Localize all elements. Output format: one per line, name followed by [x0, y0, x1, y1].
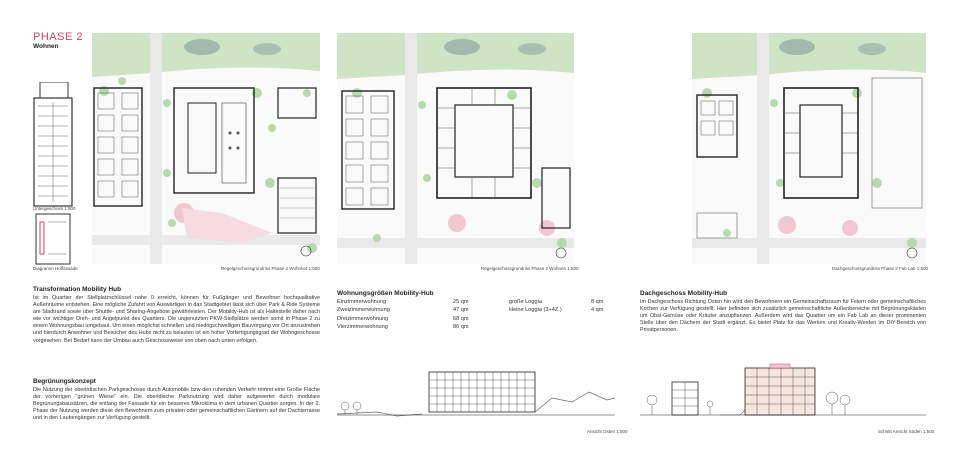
table-row: Dreizimmerwohnung 68 qm [337, 315, 469, 322]
floor-plan-wohnen [337, 33, 574, 264]
mobility-hub-text: Ist im Quartier der Stellplatzschlüssel nahe 0 erreicht, können für Fußgänger und Bewohner hochqualitative Außenräume entstehen. Eine mögliche Zufahrt von Auswärtigen in das Stadtgebiet lässt sich über Park & Ride Systeme am Stadtrand sowie über Shuttle- und Sharing-Angebote gewährleisten. Der Mobility-Hub ist als Haltestelle daher nach wie vor wichtiger Dreh- und Angelpunkt des Quartiers. Die ungenutzten PKW-Stellplätze werden somit in Phase 2 zu einem Wohnungsbau umgebaut. Um einen möglichst schnellen und niedrigschwelligen Bauvorgang vor Ort anzustreben und hierdurch Anwohner und Besucher des Hubs nicht zu belasten ist ein hoher Vorfertigungsgrad der Wohngeschosse vorgesehen. Bei Bedarf kann der Umbau auch Geschossweise von oben nach unten erfolgen. [33, 295, 320, 344]
hof-caption: Diagramm Hoffassade [33, 266, 78, 271]
plan3-caption: Dachgeschossgrundriss Phase 2 Fab Lab 1:500 [832, 266, 929, 271]
elev1-caption: Ansicht Osten 1:500 [587, 429, 628, 434]
floor-plan-wohnhof [92, 33, 320, 264]
roof-floor-title: Dachgeschoss Mobility-Hub [640, 290, 728, 297]
underground-diagram [30, 82, 76, 272]
phase-title: PHASE 2 [33, 31, 83, 43]
greening-title: Begrünungskonzept [33, 378, 96, 385]
plan2-caption: Regelgeschossgrundriss Phase 2 Wohnen 1:500 [481, 266, 579, 271]
table-row: Zweizimmerwohnung 47 qm kleine Loggia (3+4Z.) 4 qm [337, 307, 604, 314]
elev2-caption: Schnitt Ansicht Süden 1:500 [878, 429, 935, 434]
elevation-south [640, 360, 926, 435]
plan1-caption: Regelgeschossgrundriss Phase 2 Wohnhof 1:500 [221, 266, 320, 271]
apartment-sizes-table [337, 299, 615, 333]
apartment-sizes-title: Wohnungsgrößen Mobility-Hub [337, 290, 434, 297]
table-row: Einzimmerwohnung 25 qm große Loggia 8 qm [337, 299, 604, 305]
phase-subtitle: Wohnen [33, 43, 59, 50]
table-row: Vierzimmerwohnung 86 qm [337, 324, 469, 331]
elevation-east [337, 362, 615, 437]
roof-floor-text: Im Dachgeschoss Richtung Osten hin wird den Bewohnern ein Gemeinschaftsraum für Feiern oder gemeinschaftliches Kochen zur Verfügung gestellt. Hier befinden sich zusätzlich gemeinschaftliche Außenbereiche mit Begrünungskästen um Obst-Gemüse oder Kräuter anzupflanzen. Außerdem wird das Quartier um ein Fab Lab an dieser prominenten Stelle über den Dächern der Stadt ergänzt. Es bietet Platz für das Werken und Kreativ-Werden im DIY-Bereich von Privatpersonen. [640, 299, 926, 334]
floor-plan-fablab [692, 33, 926, 264]
ug-caption: Untergeschoss 1:500 [33, 206, 76, 211]
mobility-hub-title: Transformation Mobility Hub [33, 286, 122, 293]
greening-text: Die Nutzung der oberirdischen Parkgeschosse durch Automobile bzw den ruhenden Verkehr trimmt eine Große Fläche der vorherigen "grünen Wiese" ein. Die oberidische Parknutzung wird daher aufgewertet durch modulare Begrünungsbausätzen, die entlang der Fassade für ein besseres Mikroklima in dem urbanen Quartier sorgen. In der 2. Phase der Nutzung werden diese den Bewohnern zum privaten oder gemeinschaftlichen Gärtnern auf der Dachterrasse und in den Laubengängen zur Verfügung gestellt. [33, 387, 320, 422]
